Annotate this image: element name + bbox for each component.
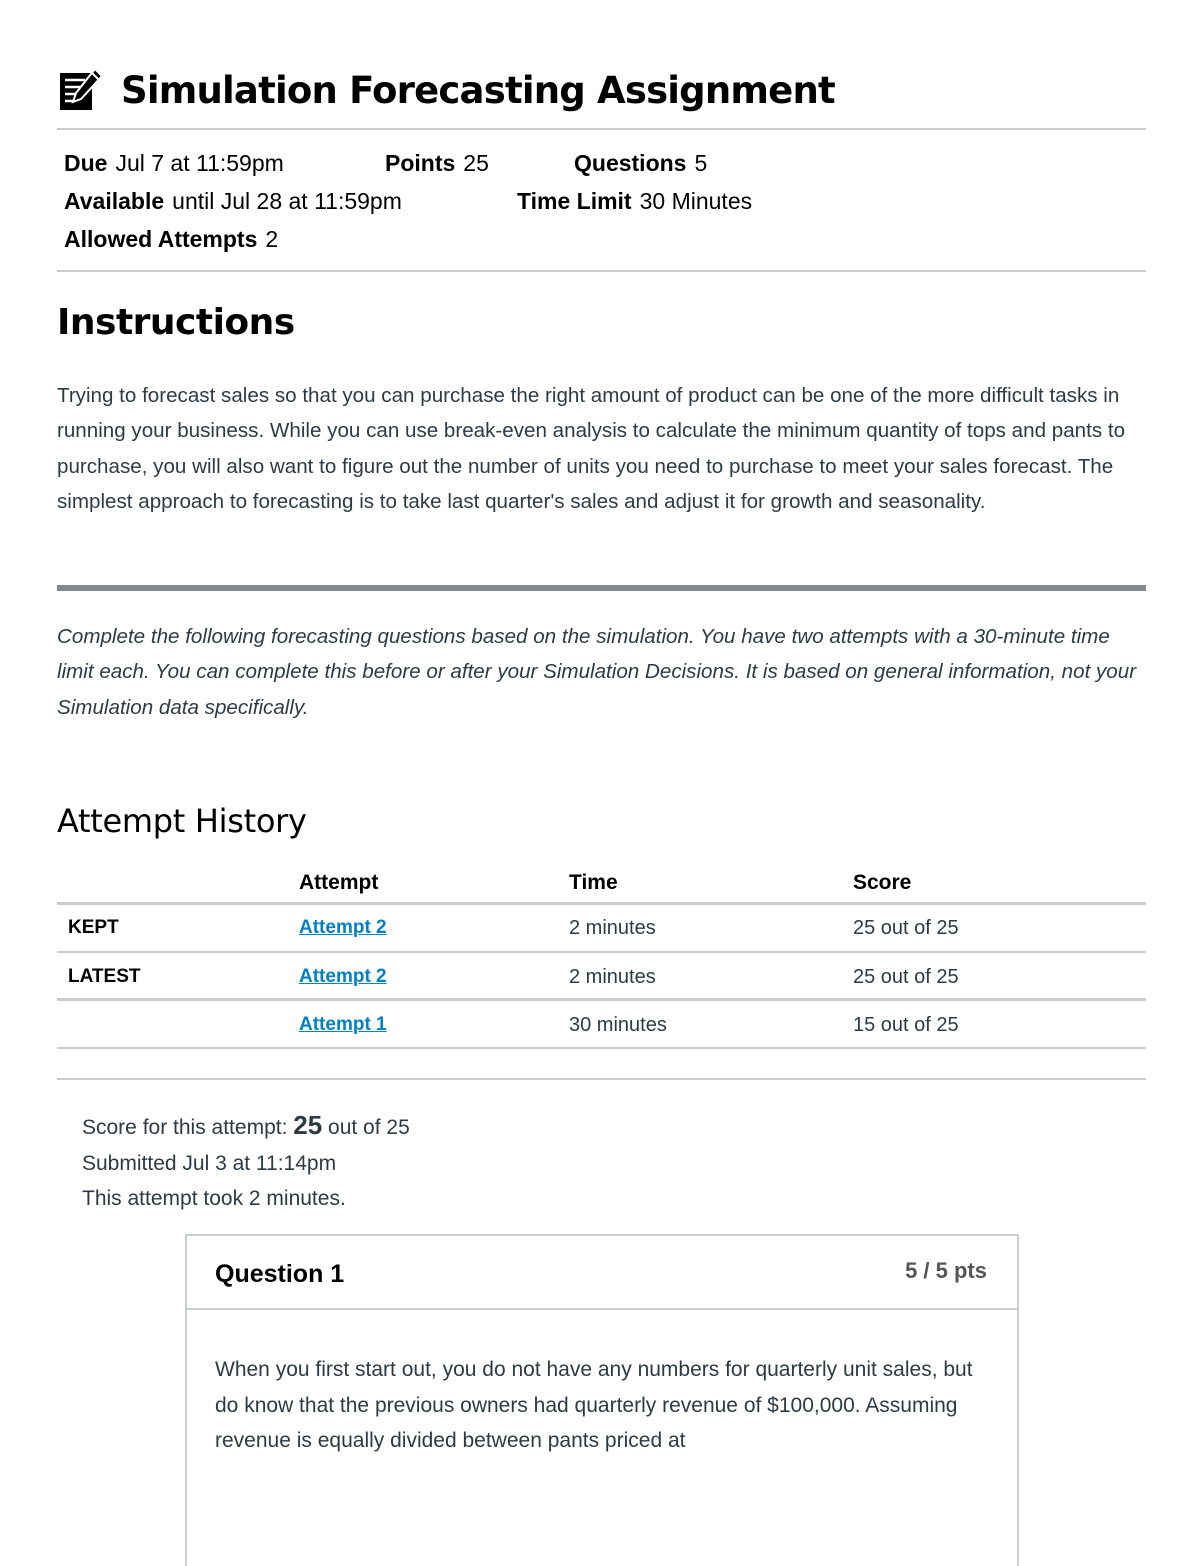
- score-suffix: out of 25: [328, 1116, 410, 1139]
- row-score: 15 out of 25: [853, 1014, 959, 1036]
- edit-document-icon: [57, 67, 103, 113]
- due-label: Due: [64, 150, 108, 176]
- question-card: [185, 1234, 1019, 1566]
- time-limit-label: Time Limit: [517, 188, 632, 214]
- points-value: 25: [463, 150, 489, 176]
- row-time: 2 minutes: [569, 966, 656, 988]
- question-title: Question 1: [215, 1260, 345, 1288]
- title-row: [57, 62, 835, 118]
- table-header-divider: [57, 902, 1146, 905]
- column-header-time: Time: [569, 871, 618, 894]
- column-header-attempt: Attempt: [299, 871, 379, 894]
- column-header-score: Score: [853, 871, 912, 894]
- score-prefix: Score for this attempt:: [82, 1116, 288, 1139]
- points-label: Points: [385, 150, 456, 176]
- points: [385, 150, 489, 177]
- question-header: [187, 1236, 1017, 1310]
- question-text: When you first start out, you do not have any numbers for quarterly unit sales, but do know that the previous owners had quarterly revenue of $100,000. Assuming revenue is equally divided between pants priced at: [215, 1358, 973, 1453]
- attempt-2-link[interactable]: Attempt 2: [299, 917, 387, 938]
- instructions-note: Complete the following forecasting questions based on the simulation. You have two attempts with a 30-minute time limit each. You can complete this before or after your Simulation Decisions. It is based on general information, not your Simulation data specifically.: [57, 625, 1137, 719]
- row-score: 25 out of 25: [853, 966, 959, 988]
- attempt-1-link[interactable]: Attempt 1: [299, 1014, 387, 1035]
- attempt-2-link-latest[interactable]: Attempt 2: [299, 966, 387, 987]
- summary-divider: [57, 1078, 1146, 1080]
- meta-divider: [57, 270, 1146, 272]
- questions-label: Questions: [574, 150, 687, 176]
- available-label: Available: [64, 188, 165, 214]
- row-time: 30 minutes: [569, 1014, 667, 1036]
- submitted-time: Submitted Jul 3 at 11:14pm: [82, 1152, 337, 1175]
- question-points: 5 / 5 pts: [905, 1258, 987, 1283]
- time-limit: [517, 188, 752, 215]
- row-time: 2 minutes: [569, 917, 656, 939]
- time-limit-value: 30 Minutes: [639, 188, 753, 214]
- available-value: until Jul 28 at 11:59pm: [172, 188, 402, 214]
- due-value: Jul 7 at 11:59pm: [115, 150, 284, 176]
- attempt-history-heading: Attempt History: [57, 802, 307, 840]
- table-row-divider: [57, 951, 1146, 953]
- allowed-attempts: [64, 226, 278, 253]
- score-value: 25: [293, 1110, 323, 1140]
- row-label-latest: LATEST: [68, 966, 141, 987]
- page-title: Simulation Forecasting Assignment: [121, 68, 835, 112]
- table-row-divider: [57, 1047, 1146, 1049]
- quiz-page: [57, 0, 1146, 1553]
- row-score: 25 out of 25: [853, 917, 959, 939]
- due-date: [64, 150, 284, 177]
- instructions-divider: [57, 585, 1146, 591]
- attempts-label: Allowed Attempts: [64, 226, 258, 252]
- row-label-kept: KEPT: [68, 917, 119, 938]
- attempt-duration: This attempt took 2 minutes.: [82, 1187, 346, 1210]
- instructions-heading: Instructions: [57, 302, 295, 343]
- title-divider: [57, 128, 1146, 130]
- attempt-score: [82, 1110, 410, 1141]
- questions-count: [574, 150, 707, 177]
- table-row-divider: [57, 998, 1146, 1001]
- attempts-value: 2: [265, 226, 279, 252]
- available-until: [64, 188, 402, 215]
- questions-value: 5: [694, 150, 708, 176]
- instructions-paragraph: Trying to forecast sales so that you can purchase the right amount of product can be one of the more difficult tasks in running your business. While you can use break-even analysis to calculate the minimum quantity of tops and pants to purchase, you will also want to figure out the number of units you need to purchase to meet your sales forecast. The simplest approach to forecasting is to take last quarter's sales and adjust it for growth and seasonality.: [57, 384, 1126, 513]
